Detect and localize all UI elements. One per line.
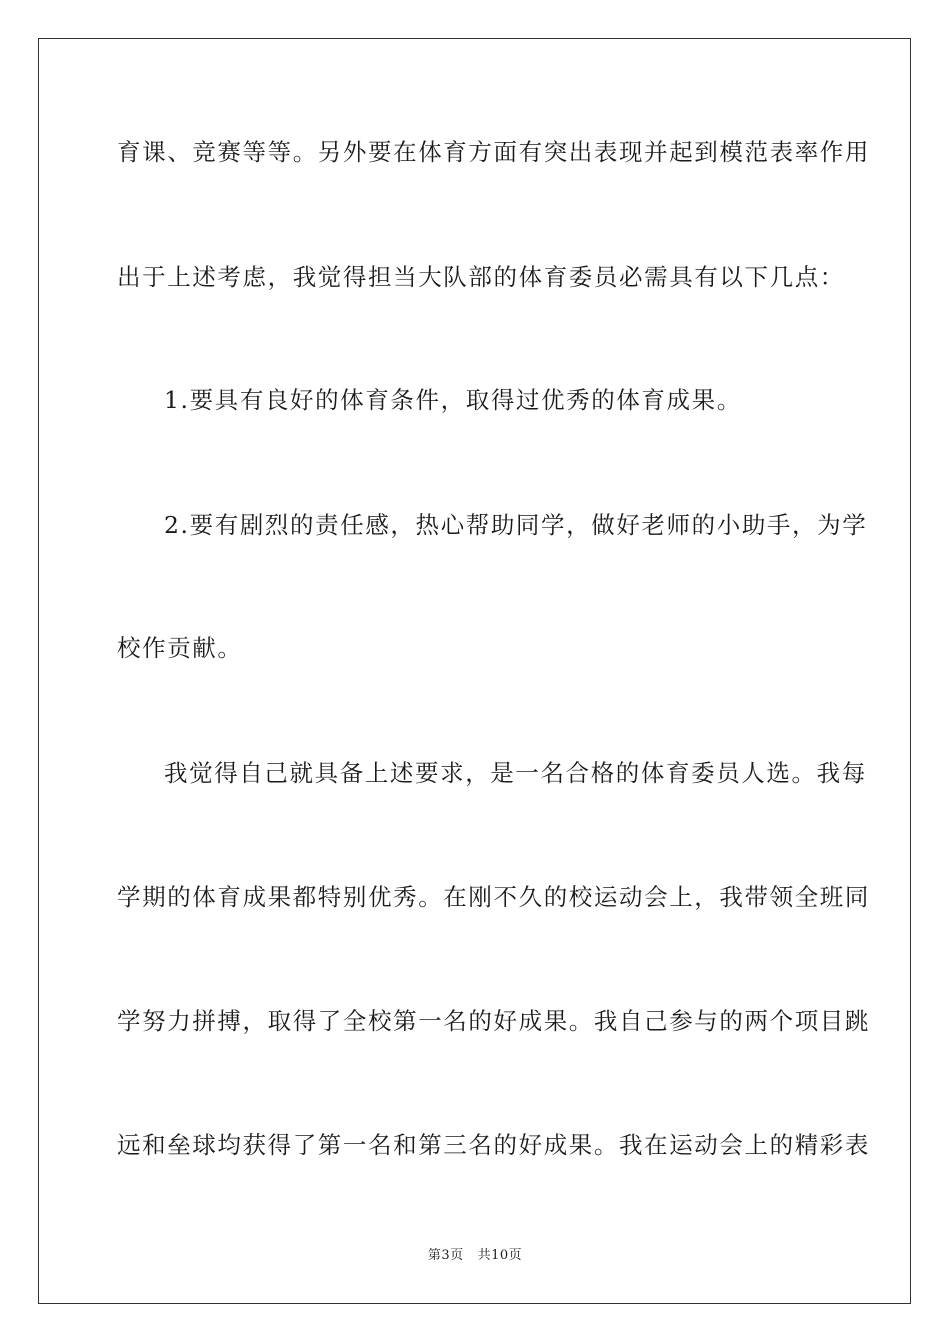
text-line: 远和垒球均获得了第一名和第三名的好成果。我在运动会上的精彩表 xyxy=(117,1131,870,1159)
list-item: 2.要有剧烈的责任感，热心帮助同学，做好老师的小助手，为学 xyxy=(164,511,868,539)
page-footer xyxy=(0,1247,950,1265)
list-item: 1.要具有良好的体育条件，取得过优秀的体育成果。 xyxy=(164,386,742,414)
text-line: 校作贡献。 xyxy=(117,634,243,662)
text-line: 学努力拼搏，取得了全校第一名的好成果。我自己参与的两个项目跳 xyxy=(117,1007,870,1035)
page-number: 第3页 xyxy=(427,1248,464,1263)
page-total: 共10页 xyxy=(477,1248,523,1263)
text-line: 育课、竞赛等等。另外要在体育方面有突出表现并起到模范表率作用 xyxy=(117,138,870,166)
text-line: 出于上述考虑，我觉得担当大队部的体育委员必需具有以下几点： xyxy=(117,263,845,291)
page-border xyxy=(38,38,911,1304)
paragraph-start: 我觉得自己就具备上述要求，是一名合格的体育委员人选。我每 xyxy=(164,759,867,787)
text-line: 学期的体育成果都特别优秀。在刚不久的校运动会上，我带领全班同 xyxy=(117,883,870,911)
